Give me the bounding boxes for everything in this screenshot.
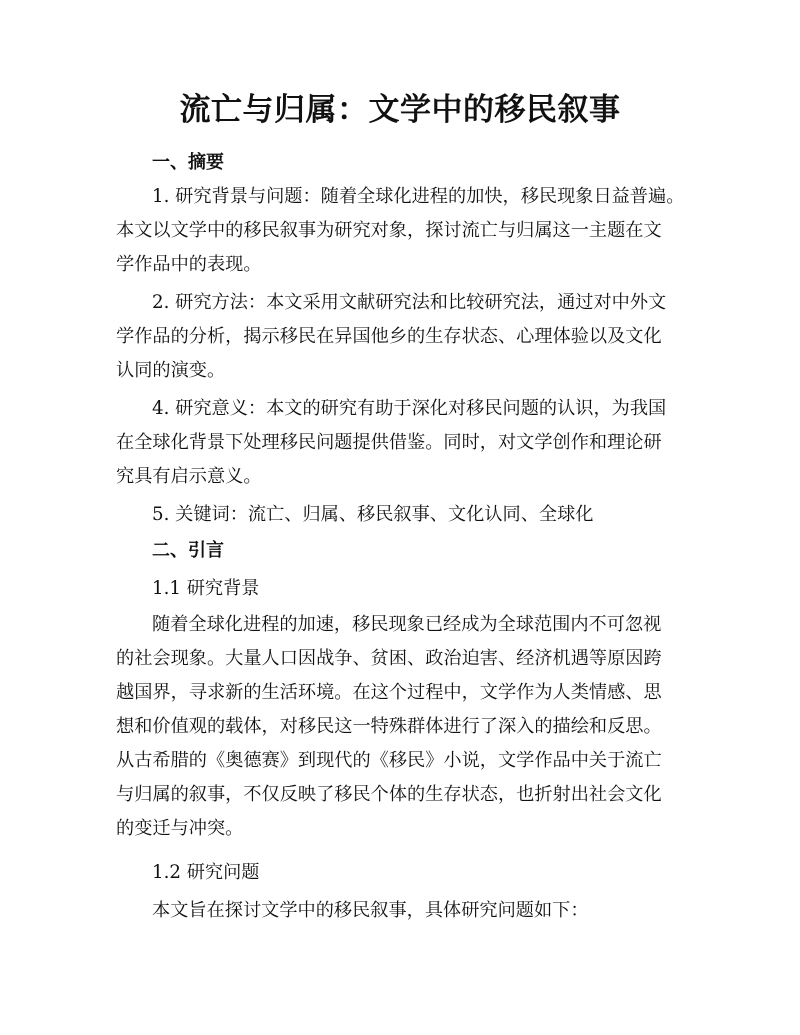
section-1-1-line-6: 与归属的叙事，不仅反映了移民个体的生存状态，也折射出社会文化 [116,784,662,805]
abstract-item-4-line-2: 在全球化背景下处理移民问题提供借鉴。同时，对文学创作和理论研 [116,432,662,453]
section-1-1-line-7: 的变迁与冲突。 [116,818,244,839]
abstract-item-2-line-3: 认同的演变。 [116,360,226,381]
intro-heading: 二、引言 [152,540,224,561]
section-1-1-line-2: 的社会现象。大量人口因战争、贫困、政治迫害、经济机遇等原因跨 [116,648,662,669]
abstract-item-2-line-1: 2. 研究方法：本文采用文献研究法和比较研究法，通过对中外文 [152,292,667,313]
section-1-1-line-1: 随着全球化进程的加速，移民现象已经成为全球范围内不可忽视 [152,614,662,635]
abstract-item-4-line-3: 究具有启示意义。 [116,466,262,487]
section-1-2-heading: 1.2 研究问题 [152,862,260,883]
abstract-heading: 一、摘要 [152,152,224,173]
abstract-item-5-keywords: 5. 关键词：流亡、归属、移民叙事、文化认同、全球化 [152,504,594,525]
document-title: 流亡与归属：文学中的移民叙事 [179,92,621,128]
abstract-item-4-line-1: 4. 研究意义：本文的研究有助于深化对移民问题的认识，为我国 [152,398,667,419]
section-1-1-line-5: 从古希腊的《奥德赛》到现代的《移民》小说，文学作品中关于流亡 [116,750,662,771]
abstract-item-1-line-1: 1. 研究背景与问题：随着全球化进程的加快，移民现象日益普遍。 [152,186,685,207]
abstract-item-1-line-3: 学作品中的表现。 [116,254,262,275]
section-1-2-line-1: 本文旨在探讨文学中的移民叙事，具体研究问题如下： [152,900,589,921]
abstract-item-2-line-2: 学作品的分析，揭示移民在异国他乡的生存状态、心理体验以及文化 [116,326,662,347]
section-1-1-heading: 1.1 研究背景 [152,578,260,599]
section-1-1-line-4: 想和价值观的载体，对移民这一特殊群体进行了深入的描绘和反思。 [116,716,662,737]
abstract-item-1-line-2: 本文以文学中的移民叙事为研究对象，探讨流亡与归属这一主题在文 [116,220,662,241]
section-1-1-line-3: 越国界，寻求新的生活环境。在这个过程中，文学作为人类情感、思 [116,682,662,703]
